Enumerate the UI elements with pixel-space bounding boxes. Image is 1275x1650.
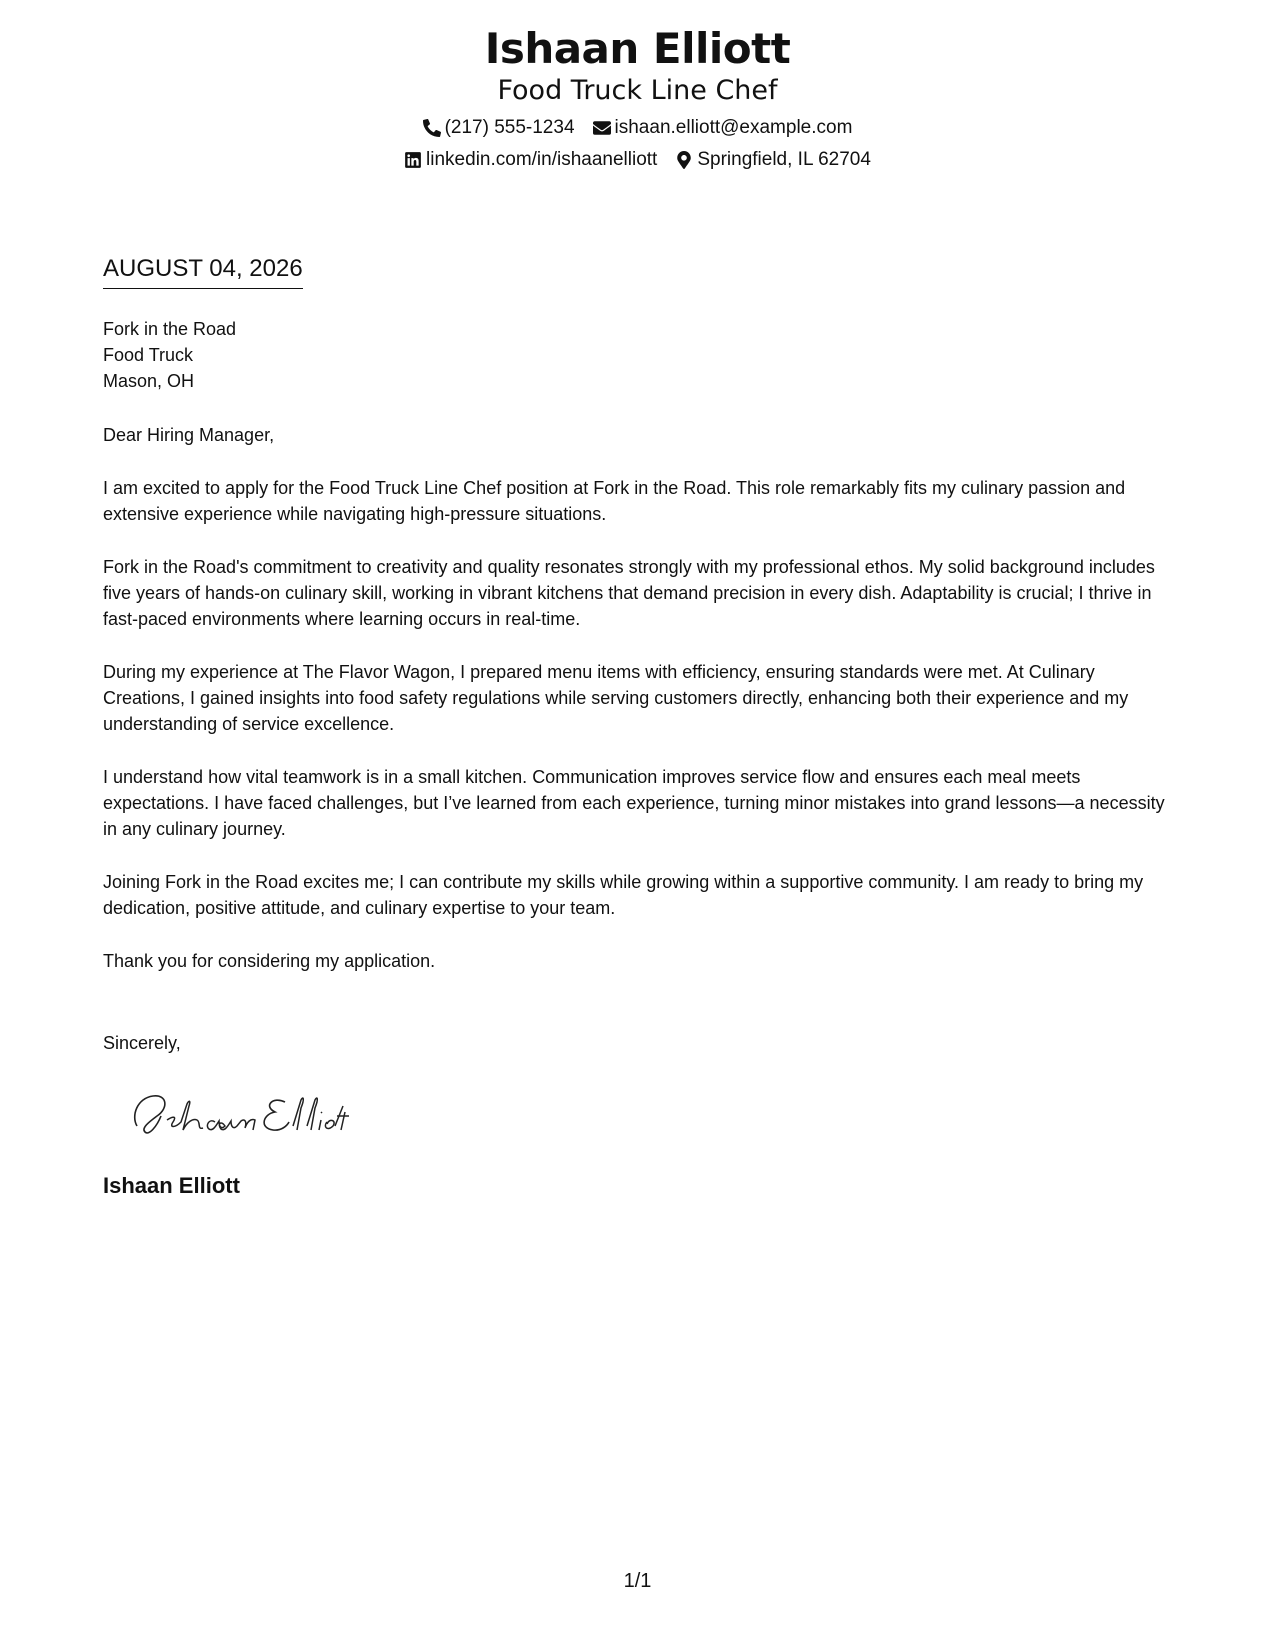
- recipient-block: [103, 316, 236, 394]
- contact-location: [675, 148, 871, 172]
- body-paragraph: During my experience at The Flavor Wagon, I prepared menu items with efficiency, ensuring standards were met. At Culinary Creations, I gained insights into food safety regulations while serving customers directly, enhancing both their experience and my understanding of service excellence.: [103, 662, 1129, 734]
- contact-phone: [423, 116, 575, 140]
- letter-header: [0, 24, 1275, 172]
- letter-date: AUGUST 04, 2026: [103, 254, 303, 289]
- body-paragraph: Thank you for considering my application.: [103, 951, 436, 971]
- linkedin-icon: [404, 151, 422, 169]
- phone-icon: [423, 119, 441, 137]
- body-paragraph: Fork in the Road's commitment to creativity and quality resonates strongly with my professional ethos. My solid background includes five years of hands-on culinary skill, working in vibrant kitchens that demand precision in every dish. Adaptability is crucial; I thrive in fast-paced environments where learning occurs in real-time.: [103, 557, 1155, 629]
- recipient-location: Mason, OH: [103, 371, 195, 391]
- applicant-name: Ishaan Elliott: [484, 24, 791, 73]
- handwritten-signature: [123, 1086, 353, 1140]
- location-text: Springfield, IL 62704: [697, 149, 871, 170]
- contact-email: [593, 116, 853, 140]
- job-title: Food Truck Line Chef: [497, 75, 778, 106]
- recipient-company: Fork in the Road: [103, 319, 237, 339]
- envelope-icon: [593, 119, 611, 137]
- contact-row-secondary: [0, 148, 1275, 172]
- greeting: Dear Hiring Manager,: [103, 425, 275, 445]
- linkedin-url: linkedin.com/in/ishaanelliott: [426, 149, 658, 170]
- body-paragraph: Joining Fork in the Road excites me; I can contribute my skills while growing within a supportive community. I am ready to bring my dedication, positive attitude, and culinary expertise to your team.: [103, 872, 1144, 918]
- phone-number: (217) 555-1234: [444, 117, 575, 138]
- recipient-department: Food Truck: [103, 345, 194, 365]
- page-number: 1/1: [623, 1570, 652, 1592]
- contact-linkedin: [404, 148, 657, 172]
- letter-body: [103, 422, 1178, 1001]
- closing: Sincerely,: [103, 1033, 181, 1053]
- contact-row-primary: [0, 116, 1275, 140]
- signed-name: Ishaan Elliott: [103, 1173, 240, 1198]
- map-marker-icon: [675, 151, 693, 169]
- body-paragraph: I am excited to apply for the Food Truck Line Chef position at Fork in the Road. This role remarkably fits my culinary passion and extensive experience while navigating high-pressure situations.: [103, 478, 1126, 524]
- body-paragraph: I understand how vital teamwork is in a small kitchen. Communication improves service flow and ensures each meal meets expectations. I have faced challenges, but I’ve learned from each experience, turning minor mistakes into grand lessons—a necessity in any culinary journey.: [103, 767, 1165, 839]
- email-address: ishaan.elliott@example.com: [614, 117, 853, 138]
